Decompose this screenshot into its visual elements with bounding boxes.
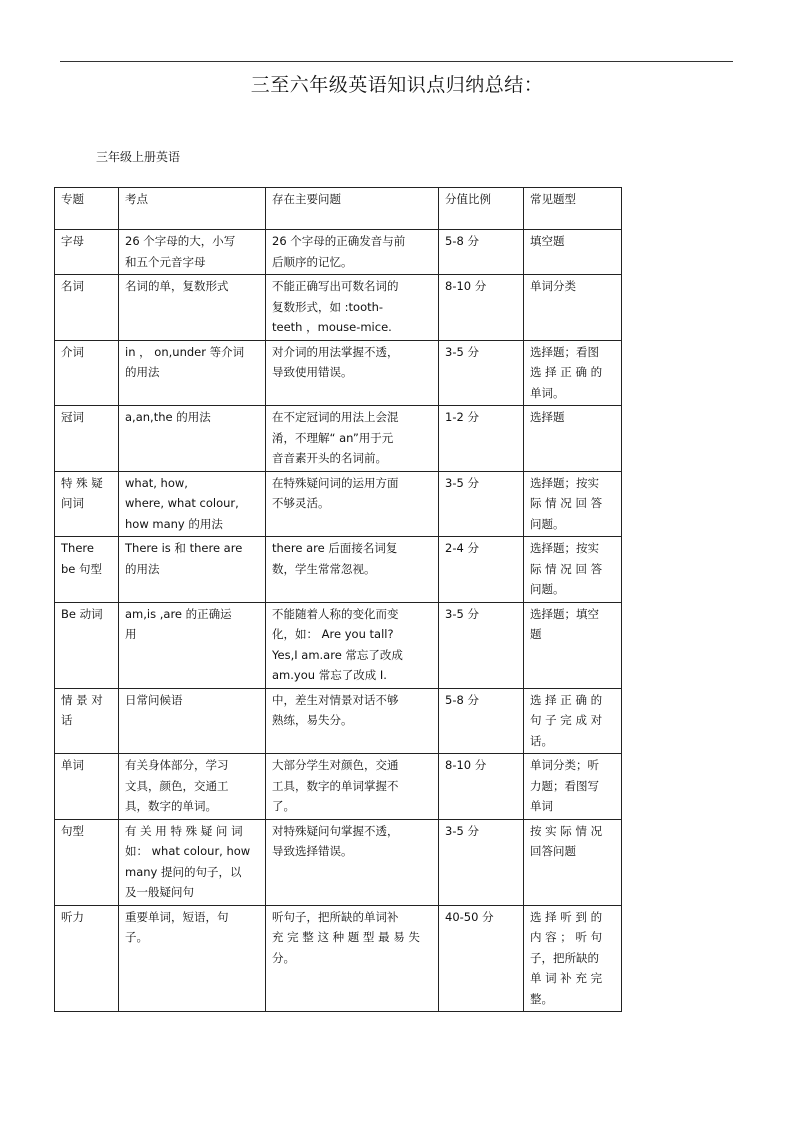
cell-test-point: what, how, where, what colour, how many 的用法	[119, 471, 266, 537]
cell-question-type: 选择题；看图 选 择 正 确 的 单词。	[524, 340, 622, 406]
cell-test-point: in ， on,under 等介词 的用法	[119, 340, 266, 406]
cell-question-type: 填空题	[524, 230, 622, 275]
cell-score: 8-10 分	[439, 275, 524, 341]
cell-problem: 对特殊疑问句掌握不透， 导致选择错误。	[266, 819, 439, 905]
cell-test-point: 有关身体部分，学习 文具，颜色，交通工 具，数字的单词。	[119, 754, 266, 820]
cell-score: 1-2 分	[439, 406, 524, 472]
cell-question-type: 单词分类；听 力题；看图写 单词	[524, 754, 622, 820]
cell-question-type: 选择题；填空 题	[524, 602, 622, 688]
cell-topic: Be 动词	[55, 602, 119, 688]
cell-question-type: 选 择 正 确 的 句 子 完 成 对 话。	[524, 688, 622, 754]
cell-topic: 冠词	[55, 406, 119, 472]
cell-topic: 名词	[55, 275, 119, 341]
cell-question-type: 选择题	[524, 406, 622, 472]
cell-test-point: There is 和 there are 的用法	[119, 537, 266, 603]
cell-score: 3-5 分	[439, 819, 524, 905]
knowledge-points-table	[54, 187, 622, 1012]
table-row	[55, 602, 622, 688]
cell-score: 3-5 分	[439, 340, 524, 406]
cell-test-point: 名词的单，复数形式	[119, 275, 266, 341]
cell-score: 40-50 分	[439, 905, 524, 1012]
cell-test-point: a,an,the 的用法	[119, 406, 266, 472]
header-rule	[60, 61, 733, 62]
table-row	[55, 340, 622, 406]
document-title: 三至六年级英语知识点归纳总结：	[250, 74, 544, 96]
cell-problem: 中，差生对情景对话不够 熟练，易失分。	[266, 688, 439, 754]
cell-problem: 大部分学生对颜色，交通 工具，数字的单词掌握不 了。	[266, 754, 439, 820]
cell-score: 8-10 分	[439, 754, 524, 820]
table-row	[55, 905, 622, 1012]
cell-test-point: 日常问候语	[119, 688, 266, 754]
header-main-problems: 存在主要问题	[266, 188, 439, 230]
cell-test-point: am,is ,are 的正确运 用	[119, 602, 266, 688]
cell-question-type: 按 实 际 情 况 回答问题	[524, 819, 622, 905]
cell-topic: 单词	[55, 754, 119, 820]
cell-topic: 字母	[55, 230, 119, 275]
cell-problem: 26 个字母的正确发音与前 后顺序的记忆。	[266, 230, 439, 275]
cell-question-type: 选择题；按实 际 情 况 回 答 问题。	[524, 471, 622, 537]
cell-test-point: 重要单词，短语，句 子。	[119, 905, 266, 1012]
cell-topic: 句型	[55, 819, 119, 905]
cell-topic: 情 景 对 话	[55, 688, 119, 754]
table-row	[55, 688, 622, 754]
table-header-row	[55, 188, 622, 230]
cell-test-point: 26 个字母的大，小写 和五个元音字母	[119, 230, 266, 275]
header-question-types: 常见题型	[524, 188, 622, 230]
cell-score: 2-4 分	[439, 537, 524, 603]
table-row	[55, 275, 622, 341]
cell-problem: 不能随着人称的变化而变 化，如： Are you tall? Yes,I am.are 常忘了改成 am.you 常忘了改成 I.	[266, 602, 439, 688]
cell-problem: 听句子，把所缺的单词补 充 完 整 这 种 题 型 最 易 失 分。	[266, 905, 439, 1012]
cell-question-type: 选择题；按实 际 情 况 回 答 问题。	[524, 537, 622, 603]
cell-topic: 听力	[55, 905, 119, 1012]
table-row	[55, 754, 622, 820]
cell-topic: 介词	[55, 340, 119, 406]
table-row	[55, 230, 622, 275]
cell-question-type: 选 择 听 到 的 内 容 ； 听 句 子，把所缺的 单 词 补 充 完 整。	[524, 905, 622, 1012]
table-row	[55, 819, 622, 905]
table-row	[55, 406, 622, 472]
cell-problem: 对介词的用法掌握不透， 导致使用错误。	[266, 340, 439, 406]
cell-problem: 在不定冠词的用法上会混 淆，不理解“ an”用于元 音音素开头的名词前。	[266, 406, 439, 472]
table-row	[55, 471, 622, 537]
cell-topic: There be 句型	[55, 537, 119, 603]
header-topic: 专题	[55, 188, 119, 230]
cell-score: 3-5 分	[439, 471, 524, 537]
cell-problem: there are 后面接名词复 数，学生常常忽视。	[266, 537, 439, 603]
cell-score: 3-5 分	[439, 602, 524, 688]
section-heading: 三年级上册英语	[96, 150, 181, 164]
cell-topic: 特 殊 疑 问词	[55, 471, 119, 537]
cell-problem: 在特殊疑问词的运用方面 不够灵活。	[266, 471, 439, 537]
cell-problem: 不能正确写出可数名词的 复数形式，如 :tooth- teeth ，mouse-mice.	[266, 275, 439, 341]
header-score-ratio: 分值比例	[439, 188, 524, 230]
table-row	[55, 537, 622, 603]
cell-score: 5-8 分	[439, 230, 524, 275]
header-test-point: 考点	[119, 188, 266, 230]
cell-test-point: 有 关 用 特 殊 疑 问 词 如： what colour, how many 提问的句子，以 及一般疑问句	[119, 819, 266, 905]
cell-question-type: 单词分类	[524, 275, 622, 341]
cell-score: 5-8 分	[439, 688, 524, 754]
